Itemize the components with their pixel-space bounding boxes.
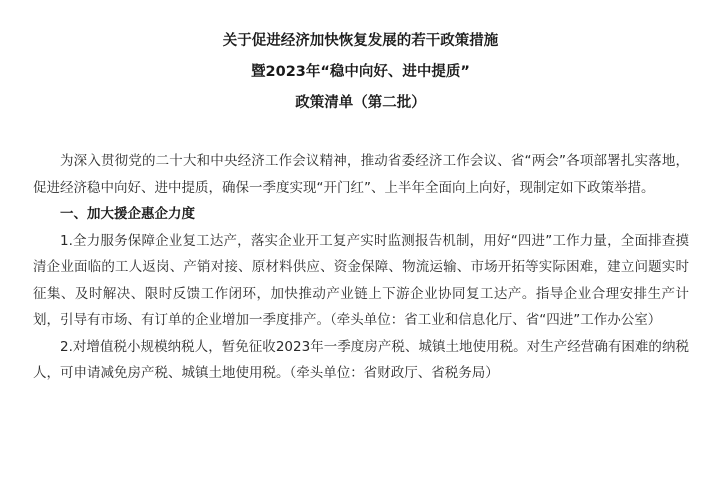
document-title-block <box>0 26 721 119</box>
document-subtitle: 暨2023年“稳中向好、进中提质” <box>251 64 470 80</box>
document-body <box>33 148 689 387</box>
policy-item-2: 2.对增值税小规模纳税人，暂免征收2023年一季度房产税、城镇土地使用税。对生产经营确有困难的纳税人，可申请减免房产税、城镇土地使用税。（牵头单位：省财政厅、省税务局） <box>33 338 689 381</box>
document-subtitle-batch: 政策清单（第二批） <box>295 95 426 111</box>
section-heading: 一、加大援企惠企力度 <box>60 206 195 222</box>
policy-item-1: 1.全力服务保障企业复工达产，落实企业开工复产实时监测报告机制，用好“四进”工作力量，全面排查摸清企业面临的工人返岗、产销对接、原材料供应、资金保障、物流运输、市场开拓等实际困难，建立问题实时征集、及时解决、限时反馈工作闭环，加快推动产业链上下游企业协同复工达产。指导企业合理安排生产计划，引导有市场、有订单的企业增加一季度排产。（牵头单位：省工业和信息化厅、省“四进”工作办公室） <box>33 232 689 328</box>
document-title: 关于促进经济加快恢复发展的若干政策措施 <box>222 33 499 49</box>
intro-paragraph: 为深入贯彻党的二十大和中央经济工作会议精神，推动省委经济工作会议、省“两会”各项部署扎实落地，促进经济稳中向好、进中提质，确保一季度实现“开门红”、上半年全面向上向好，现制定如下政策举措。 <box>33 153 689 196</box>
